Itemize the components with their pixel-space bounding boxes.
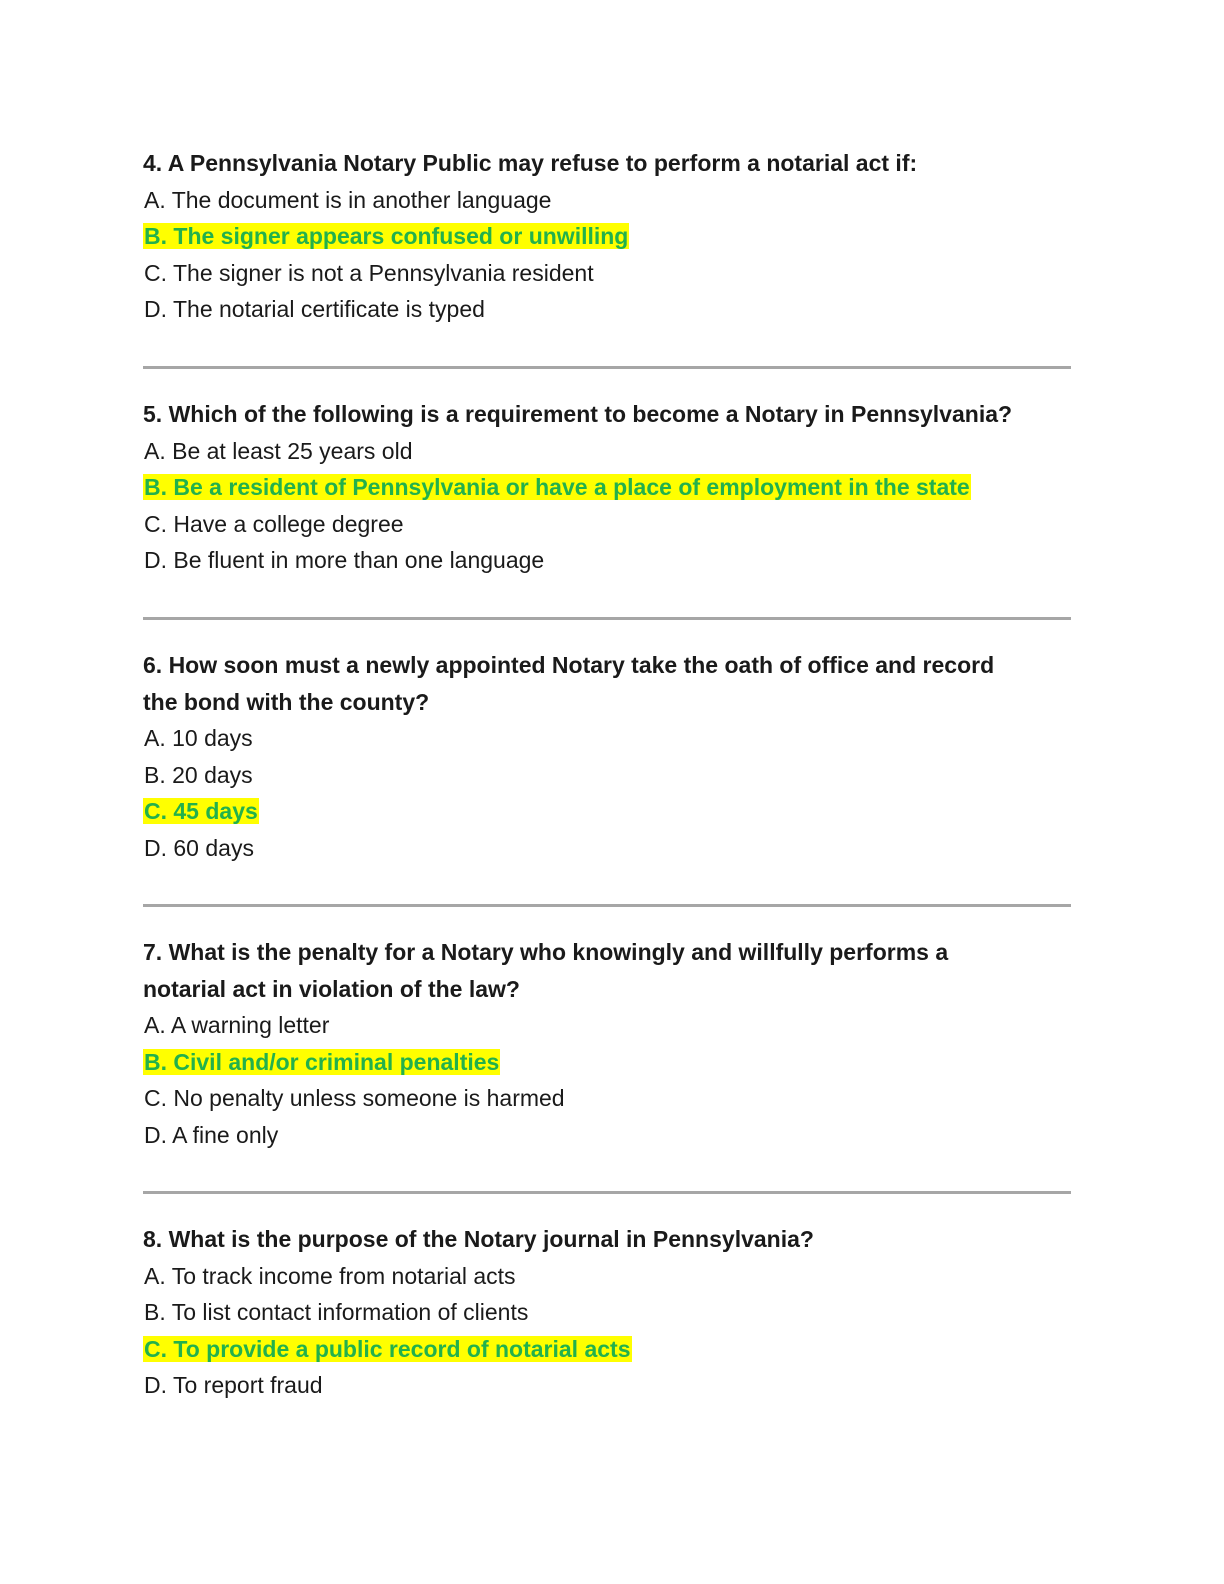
option-text: A. Be at least 25 years old xyxy=(144,437,413,464)
question-4 xyxy=(143,142,1071,328)
section-divider xyxy=(143,1191,1071,1194)
option-text: C. No penalty unless someone is harmed xyxy=(144,1085,565,1112)
option-text: D. 60 days xyxy=(144,834,254,861)
option-text: C. Have a college degree xyxy=(144,510,404,537)
answer-option-d xyxy=(143,1117,1071,1154)
answer-option-d xyxy=(143,291,1071,328)
question-5 xyxy=(143,393,1071,579)
option-text-highlighted: C. To provide a public record of notarial acts xyxy=(144,1335,631,1362)
question-title: 4. A Pennsylvania Notary Public may refuse to perform a notarial act if: xyxy=(143,150,918,176)
option-text: B. To list contact information of clients xyxy=(144,1299,529,1326)
section-divider xyxy=(143,366,1071,369)
answer-option-a xyxy=(143,1258,1071,1295)
question-title: 8. What is the purpose of the Notary journal in Pennsylvania? xyxy=(143,1226,814,1252)
answer-option-a xyxy=(143,182,1071,219)
option-text: A. To track income from notarial acts xyxy=(144,1262,516,1289)
option-text: D. A fine only xyxy=(144,1121,279,1148)
answer-option-d xyxy=(143,542,1071,579)
answer-option-d xyxy=(143,1367,1071,1404)
option-text-highlighted: B. Civil and/or criminal penalties xyxy=(144,1048,500,1075)
question-title-line-1: 7. What is the penalty for a Notary who knowingly and willfully performs a xyxy=(143,939,949,965)
option-text: C. The signer is not a Pennsylvania resident xyxy=(144,259,594,286)
question-title-line-2: the bond with the county? xyxy=(143,688,430,715)
option-text: D. The notarial certificate is typed xyxy=(144,296,485,323)
answer-option-b xyxy=(143,757,1071,794)
question-title-line-1: 6. How soon must a newly appointed Notary take the oath of office and record xyxy=(143,652,995,678)
answer-option-b-correct xyxy=(143,218,1071,255)
question-7 xyxy=(143,931,1071,1154)
answer-option-a xyxy=(143,1007,1071,1044)
answer-option-b xyxy=(143,1294,1071,1331)
answer-option-b-correct xyxy=(143,1044,1071,1081)
option-text: A. The document is in another language xyxy=(144,186,552,213)
answer-option-d xyxy=(143,830,1071,867)
option-text-highlighted: B. The signer appears confused or unwilling xyxy=(144,223,629,250)
answer-option-a xyxy=(143,720,1071,757)
option-text: D. To report fraud xyxy=(144,1372,323,1399)
question-8 xyxy=(143,1218,1071,1404)
answer-option-c-correct xyxy=(143,1331,1071,1368)
section-divider xyxy=(143,904,1071,907)
question-6 xyxy=(143,644,1071,867)
answer-option-a xyxy=(143,433,1071,470)
answer-option-c xyxy=(143,506,1071,543)
answer-option-b-correct xyxy=(143,469,1071,506)
section-divider xyxy=(143,617,1071,620)
option-text-highlighted: B. Be a resident of Pennsylvania or have a place of employment in the state xyxy=(144,474,970,501)
question-title: 5. Which of the following is a requirement to become a Notary in Pennsylvania? xyxy=(143,401,1013,427)
answer-option-c xyxy=(143,1080,1071,1117)
question-title-line-2: notarial act in violation of the law? xyxy=(143,975,520,1002)
option-text: A. A warning letter xyxy=(144,1012,330,1039)
option-text: D. Be fluent in more than one language xyxy=(144,547,545,574)
option-text: B. 20 days xyxy=(144,761,253,788)
answer-option-c-correct xyxy=(143,793,1071,830)
answer-option-c xyxy=(143,255,1071,292)
option-text: A. 10 days xyxy=(144,725,253,752)
option-text-highlighted: C. 45 days xyxy=(144,798,258,825)
